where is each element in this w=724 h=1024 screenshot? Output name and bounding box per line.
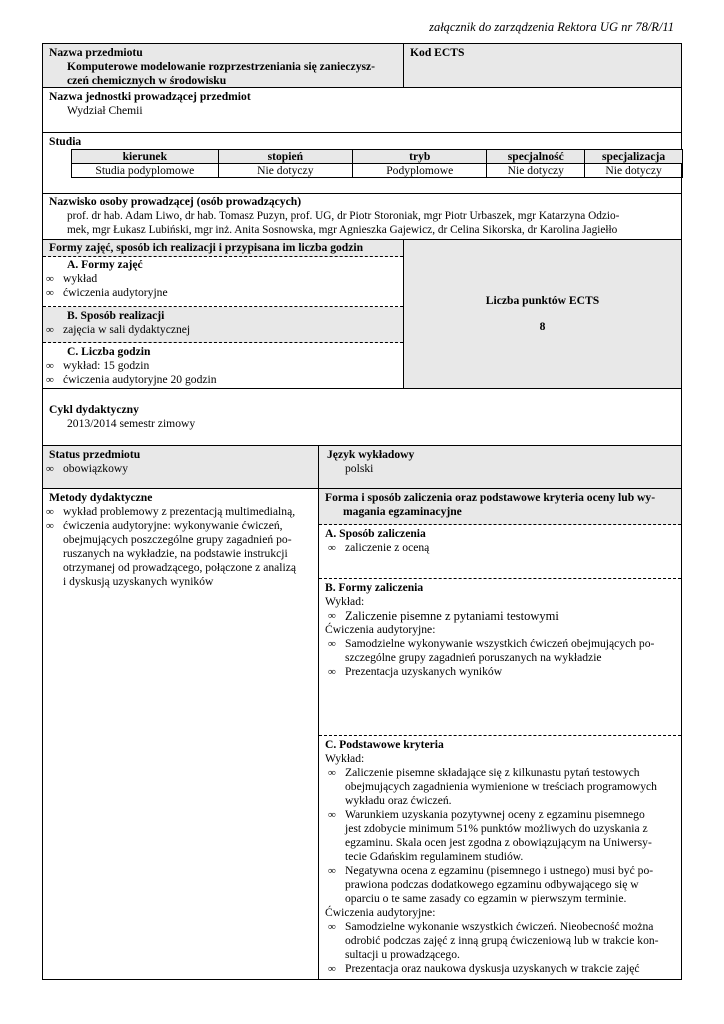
criterion-line: ∞ Zaliczenie pisemne składające się z kilkunastu pytań testowych	[345, 766, 640, 779]
forms-label: Formy zajęć, sposób ich realizacji i przypisana im liczba godzin	[43, 240, 403, 257]
methods-item: ∞ wykład problemowy z prezentacją multimedialną,	[43, 505, 312, 519]
methods-item-line: ruszanych na wykładzie, na podstawie instrukcji	[63, 547, 288, 560]
assessment-a-item: ∞ zaliczenie z oceną	[325, 541, 675, 555]
assessment-c-criterion	[325, 808, 675, 864]
forms-c-item: ∞ wykład: 15 godzin	[43, 359, 397, 373]
assessment-c-lecture: Wykład:	[325, 752, 365, 765]
cycle-value: 2013/2014 semestr zimowy	[67, 417, 196, 430]
ects-code-box	[403, 43, 682, 88]
studies-header-cell: specjalizacja	[585, 150, 683, 164]
studies-value-cell: Studia podyplomowe	[72, 164, 219, 178]
criterion-line: tecie Gdańskim regulaminem studiów.	[345, 850, 524, 863]
forms-b-item: ∞ zajęcia w sali dydaktycznej	[43, 323, 397, 337]
studies-header-cell: stopień	[218, 150, 352, 164]
language-value: polski	[345, 462, 374, 475]
subject-name-line1: Komputerowe modelowanie rozprzestrzeniania się zanieczysz-	[67, 60, 376, 73]
assessment-c-criterion	[325, 766, 675, 808]
language-box	[318, 445, 682, 489]
assessment-b-ex-item: ∞ Prezentacja uzyskanych wyników	[325, 665, 675, 679]
assessment-a-label: A. Sposób zaliczenia	[325, 527, 426, 540]
assessment-c-section	[319, 736, 681, 979]
assessment-c-label: C. Podstawowe kryteria	[325, 738, 444, 751]
unit-value: Wydział Chemii	[67, 104, 143, 117]
status-box	[42, 445, 319, 489]
criterion-line: oparciu o te same zasady co egzamin w pierwszym terminie.	[345, 892, 627, 905]
criterion-line: ∞ Warunkiem uzyskania pozytywnej oceny z egzaminu pisemnego	[345, 808, 645, 821]
assessment-b-section	[319, 579, 681, 736]
methods-item-line: ∞ ćwiczenia audytoryjne: wykonywanie ćwiczeń,	[63, 519, 283, 532]
forms-c-item: ∞ ćwiczenia audytoryjne 20 godzin	[43, 373, 397, 387]
assessment-header	[319, 489, 681, 525]
cycle-label: Cykl dydaktyczny	[49, 403, 139, 416]
forms-b-label: B. Sposób realizacji	[67, 309, 165, 322]
studies-value-cell: Nie dotyczy	[218, 164, 352, 178]
lecturers-line2: mek, mgr Łukasz Lubiński, mgr inż. Anita Sosnowska, mgr Agnieszka Gajewicz, dr Celina Sikorska, dr Karolina Jagiełło	[67, 224, 618, 236]
assessment-a-section	[319, 525, 681, 579]
assessment-b-ex-line: ∞ Samodzielne wykonywanie wszystkich ćwiczeń obejmujących po-	[345, 637, 655, 650]
subject-box	[42, 43, 404, 88]
assessment-box	[318, 488, 682, 980]
methods-label: Metody dydaktyczne	[49, 491, 153, 504]
status-label: Status przedmiotu	[49, 448, 141, 461]
ects-points-label: Liczba punktów ECTS	[485, 294, 600, 307]
assessment-label-line1: Forma i sposób zaliczenia oraz podstawowe kryteria oceny lub wy-	[325, 491, 656, 504]
forms-a-item: ∞ wykład	[43, 272, 397, 286]
ects-points-value: 8	[539, 320, 546, 333]
language-label: Język wykładowy	[327, 448, 415, 461]
criterion-line: jest zdobycie minimum 51% punktów możliwych do uzyskania z	[345, 822, 648, 835]
assessment-b-ex-line: szczególne grupy zagadnień poruszanych na wykładzie	[345, 651, 602, 664]
criterion-line: sultacji u prowadzącego.	[345, 948, 460, 961]
assessment-label-line2: magania egzaminacyjne	[343, 505, 462, 518]
assessment-b-lecture: Wykład:	[325, 595, 365, 608]
forms-c-label: C. Liczba godzin	[67, 345, 151, 358]
assessment-b-ex-item	[325, 637, 675, 665]
assessment-c-exercises: Ćwiczenia audytoryjne:	[325, 906, 436, 919]
header-note: załącznik do zarządzenia Rektora UG nr 78/R/11	[429, 20, 674, 34]
ects-points-box	[403, 239, 682, 389]
studies-value-cell: Nie dotyczy	[487, 164, 585, 178]
lecturers-line1: prof. dr hab. Adam Liwo, dr hab. Tomasz Puzyn, prof. UG, dr Piotr Storoniak, mgr Piotr Urbaszek, mgr Katarzyna Odzio-	[67, 210, 620, 222]
criterion-line: prawiona podczas dodatkowego egzaminu odbywającego się w	[345, 878, 639, 891]
criterion-line: wykładu oraz ćwiczeń.	[345, 794, 452, 807]
studies-header-cell: specjalność	[487, 150, 585, 164]
cycle-box	[42, 388, 682, 446]
studies-table	[71, 149, 683, 178]
ects-code-label: Kod ECTS	[410, 46, 465, 59]
studies-value-cell: Podyplomowe	[353, 164, 487, 178]
studies-label: Studia	[49, 135, 82, 148]
unit-box	[42, 87, 682, 133]
assessment-b-lecture-item: ∞ Zaliczenie pisemne z pytaniami testowymi	[325, 609, 675, 623]
methods-item	[43, 519, 312, 589]
assessment-b-label: B. Formy zaliczenia	[325, 581, 424, 594]
criterion-line: ∞ Samodzielne wykonanie wszystkich ćwiczeń. Nieobecność można	[345, 920, 654, 933]
assessment-c-criterion	[325, 962, 675, 976]
lecturers-box	[42, 193, 682, 240]
studies-header-cell: tryb	[353, 150, 487, 164]
assessment-c-criterion	[325, 864, 675, 906]
methods-item-line: otrzymanej od prowadzącego, połączone z analizą	[63, 561, 297, 574]
lecturers-label: Nazwisko osoby prowadzącej (osób prowadzących)	[49, 195, 302, 208]
unit-label: Nazwa jednostki prowadzącej przedmiot	[49, 90, 251, 103]
studies-box	[42, 132, 682, 194]
forms-c-section	[43, 343, 403, 388]
methods-item-line: i dyskusją uzyskanych wyników	[63, 575, 214, 588]
methods-item-line: obejmujących poszczególne grupy zagadnień po-	[63, 533, 292, 546]
criterion-line: egzaminu. Skala ocen jest zgodna z obowiązującym na Uniwersy-	[345, 836, 652, 849]
criterion-line: obejmujących zagadnienia wymienione w treściach programowych	[345, 780, 657, 793]
forms-b-section	[43, 307, 403, 343]
criterion-line: ∞ Prezentacja oraz naukowa dyskusja uzyskanych w trakcie zajęć	[345, 962, 640, 975]
criterion-line: odrobić podczas zajęć z inną grupą ćwiczeniową lub w trakcie kon-	[345, 934, 659, 947]
forms-box	[42, 239, 404, 389]
forms-a-label: A. Formy zajęć	[67, 258, 143, 271]
forms-a-section	[43, 257, 403, 307]
studies-value-cell: Nie dotyczy	[585, 164, 683, 178]
assessment-c-criterion	[325, 920, 675, 962]
assessment-b-exercises: Ćwiczenia audytoryjne:	[325, 623, 436, 636]
methods-box	[42, 488, 319, 980]
subject-label: Nazwa przedmiotu	[49, 46, 143, 59]
forms-a-item: ∞ ćwiczenia audytoryjne	[43, 286, 397, 300]
studies-header-cell: kierunek	[72, 150, 219, 164]
status-value: ∞ obowiązkowy	[43, 462, 312, 476]
criterion-line: ∞ Negatywna ocena z egzaminu (pisemnego i ustnego) musi być po-	[345, 864, 654, 877]
subject-name-line2: czeń chemicznych w środowisku	[67, 74, 227, 87]
